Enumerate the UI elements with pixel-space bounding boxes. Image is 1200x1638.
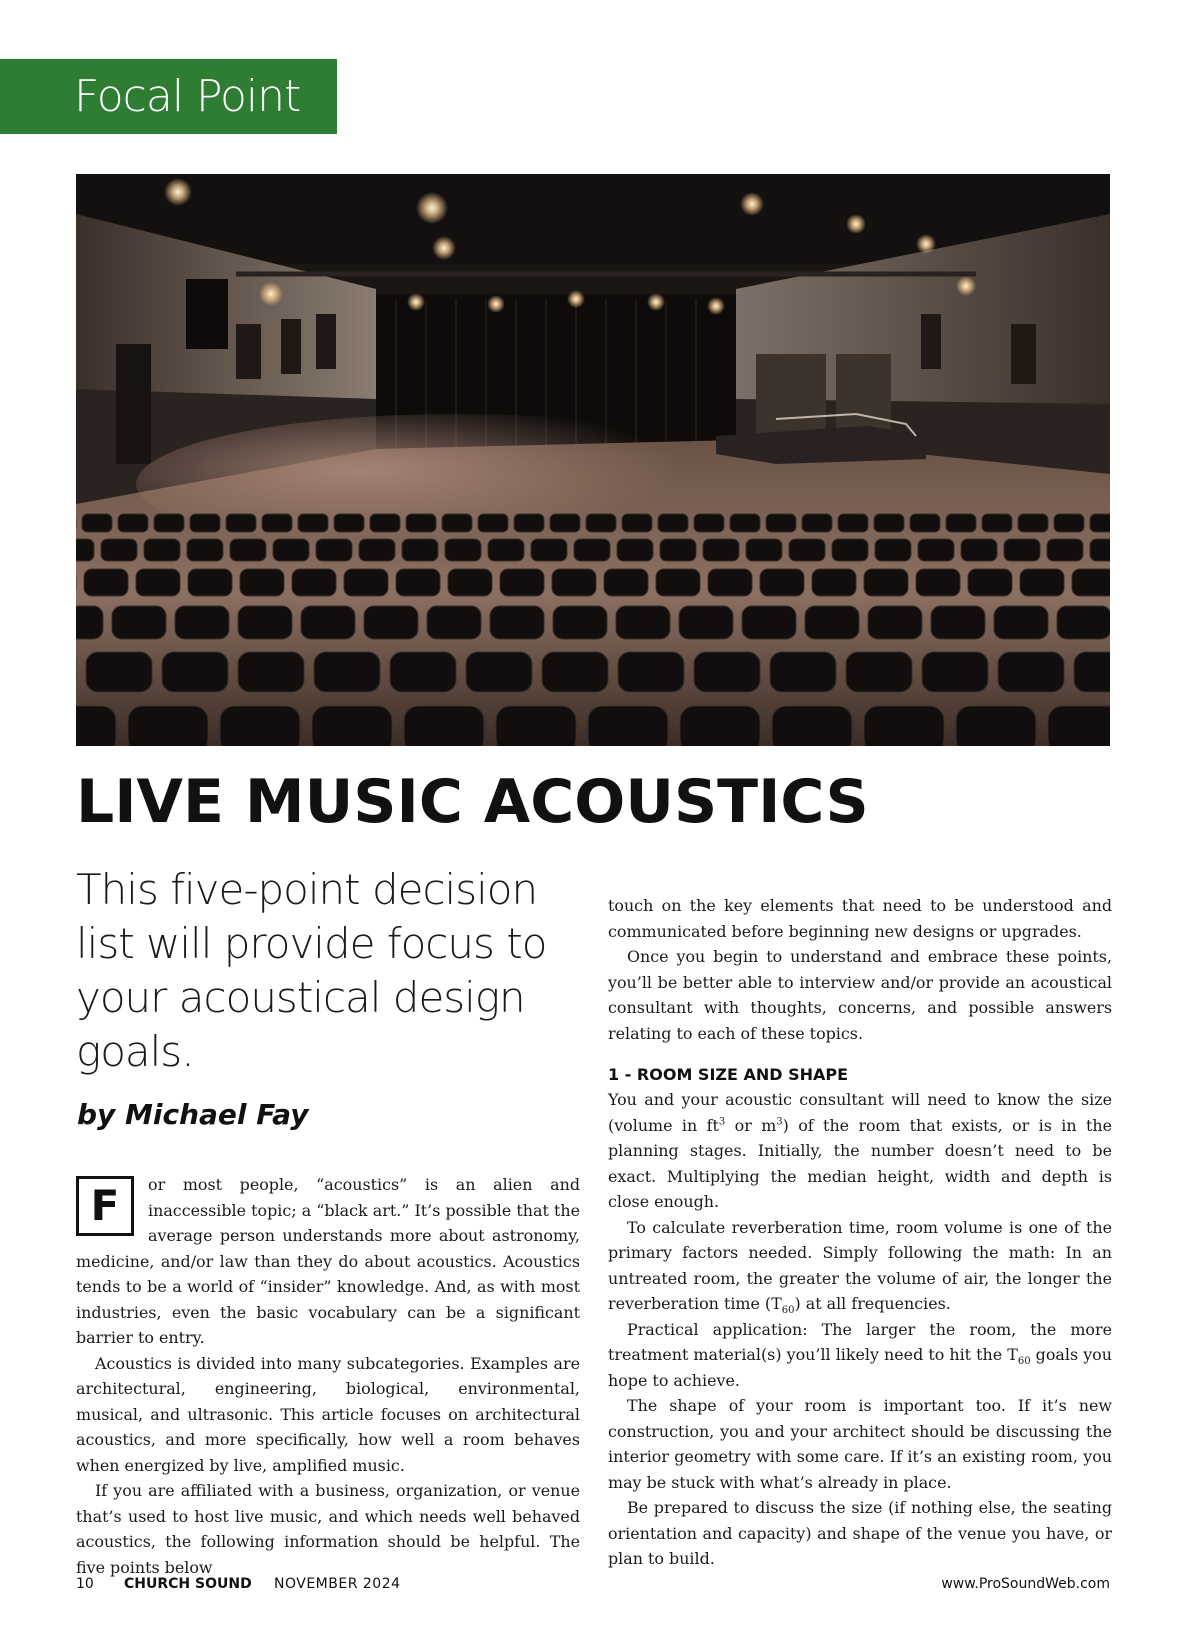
seat-shape [772,706,852,746]
seat-shape [982,514,1012,532]
seat-shape [76,539,94,561]
seat-shape [802,514,832,532]
seat-shape [931,606,985,639]
seat-shape [478,514,508,532]
seat-shape [616,606,670,639]
seat-shape [956,706,1036,746]
seat-shape [832,539,868,561]
seat-shape [542,652,608,692]
section-tab: Focal Point [0,59,337,134]
seat-shape [190,514,220,532]
seat-shape [574,539,610,561]
seat-shape [875,539,911,561]
seat-shape [838,514,868,532]
seat-shape [679,606,733,639]
article-deck: This five-point decision list will provide focus to your acoustical design goals. [76,865,547,1076]
seat-shape [1020,569,1064,596]
seat-shape [864,706,944,746]
seat-shape [273,539,309,561]
seat-shape [101,539,137,561]
seat-shape [406,514,436,532]
article-title: LIVE MUSIC ACOUSTICS [76,767,869,837]
body-paragraph: Once you begin to understand and embrace these points, you’ll be better able to interview and/or provide an acoustical consultant with thoughts, concerns, and possible answers relating to each of these topics. [608,947,1112,1043]
seat-shape [1054,514,1084,532]
seat-shape [552,569,596,596]
body-paragraph: touch on the key elements that need to be understood and communicated before beginning new designs or upgrades. [608,896,1112,941]
body-paragraph [76,1172,580,1351]
seat-shape [588,706,668,746]
seat-shape [746,539,782,561]
seat-shape [770,652,836,692]
seat-shape [910,514,940,532]
seat-shape [968,569,1012,596]
seat-shape [1057,606,1110,639]
seat-shape [812,569,856,596]
seat-shape [694,652,760,692]
seat-shape [314,652,380,692]
seat-shape [500,569,544,596]
body-paragraph: If you are affiliated with a business, organization, or venue that’s used to host live music, and which needs well behaved acoustics, the following information should be helpful. The five points below [76,1481,580,1577]
seat-shape [370,514,400,532]
seat-shape [766,514,796,532]
seat-shape [402,539,438,561]
seat-shape [994,606,1048,639]
seat-shape [760,569,804,596]
seat-shape [660,539,696,561]
seat-shape [188,569,232,596]
seat-shape [658,514,688,532]
seat-shape [226,514,256,532]
section-heading: 1 - ROOM SIZE AND SHAPE [608,1065,849,1084]
issue-date: NOVEMBER 2024 [274,1576,401,1592]
seat-shape [136,569,180,596]
seat-shape [531,539,567,561]
seat-shape [404,706,484,746]
seat-shape [694,514,724,532]
seat-shape [868,606,922,639]
seat-shape [789,539,825,561]
seat-shape [112,606,166,639]
seat-shape [1047,539,1083,561]
seat-shape [922,652,988,692]
body-column-right [608,893,1112,1572]
seat-shape [334,514,364,532]
seat-shape [238,652,304,692]
seat-shape [604,569,648,596]
body-paragraph: To calculate reverberation time, room volume is one of the primary factors needed. Simply following the math: In an untreated room, the greater the volume of air, the longer the reverberation time $(T_{60})$ at all frequencies. [608,1217,1112,1317]
seat-shape [466,652,532,692]
paragraph-text: or most people, “acoustics” is an alien and inaccessible topic; a “black art.” It’s possible that the average person understands more about astronomy, medicine, and/or law than they do about acoustics. Acoustics tends to be a world of “insider” knowledge. And, as with most industries, even the basic vocabulary can be a significant barrier to entry. [76,1175,580,1347]
seat-shape [586,514,616,532]
seat-shape [262,514,292,532]
seat-shape [622,514,652,532]
seat-shape [742,606,796,639]
seat-shape [445,539,481,561]
seat-shape [916,569,960,596]
seat-shape [496,706,576,746]
seat-shape [846,652,912,692]
seat-shape [220,706,300,746]
seat-shape [1072,569,1110,596]
seat-shape [82,514,112,532]
seat-shape [1074,652,1110,692]
seat-shape [730,514,760,532]
seat-shape [946,514,976,532]
body-paragraph: The shape of your room is important too. If it’s new construction, you and your architect should be discussing the interior geometry with some care. If it’s an existing room, you may be stuck with what’s already in place. [608,1396,1112,1492]
body-paragraph: You and your acoustic consultant will need to know the size (volume in $ft^3$ or $m^3$) of the room that exists, or is in the planning stages. Initially, the number doesn’t need to be exact. Multiplying the median height, width and depth is close enough. [608,1090,1112,1211]
seat-shape [118,514,148,532]
seat-shape [918,539,954,561]
seat-shape [187,539,223,561]
seat-shape [316,539,352,561]
seat-shape [442,514,472,532]
seat-shape [230,539,266,561]
seat-shape [301,606,355,639]
seat-shape [656,569,700,596]
seat-shape [427,606,481,639]
seat-shape [154,514,184,532]
page-number: 10 [76,1576,94,1592]
seat-shape [359,539,395,561]
seat-shape [680,706,760,746]
seat-shape [618,652,684,692]
seat-shape [553,606,607,639]
body-paragraph: Practical application: The larger the room, the more treatment material(s) you’ll likely need to hit the $T_{60}$ goals you hope to achieve. [608,1319,1112,1390]
seat-shape [76,706,116,746]
website-link[interactable]: www.ProSoundWeb.com [941,1576,1110,1592]
seat-shape [874,514,904,532]
seat-shape [864,569,908,596]
seat-shape [1048,706,1110,746]
seat-shape [1090,514,1110,532]
seat-shape [448,569,492,596]
seat-shape [364,606,418,639]
seat-shape [144,539,180,561]
seat-shape [490,606,544,639]
seat-shape [344,569,388,596]
seat-shape [128,706,208,746]
body-column-left [76,1172,580,1580]
seat-shape [162,652,228,692]
seat-shape [84,569,128,596]
seat-shape [550,514,580,532]
seat-shape [312,706,392,746]
seat-shape [1004,539,1040,561]
seat-shape [1018,514,1048,532]
seat-shape [703,539,739,561]
seat-shape [998,652,1064,692]
venue-photo [76,174,1110,746]
body-paragraph: Be prepared to discuss the size (if nothing else, the seating orientation and capacity) and shape of the venue you have, or plan to build. [608,1498,1112,1568]
seat-shape [1090,539,1110,561]
seat-shape [708,569,752,596]
seat-shape [961,539,997,561]
article-byline: by Michael Fay [77,1098,309,1131]
seat-shape [805,606,859,639]
seat-shape [175,606,229,639]
publication-name: CHURCH SOUND [124,1576,252,1592]
seat-shape [238,606,292,639]
seat-shape [488,539,524,561]
seat-shape [86,652,152,692]
body-paragraph: Acoustics is divided into many subcategories. Examples are architectural, engineering, biological, environmental, musical, and ultrasonic. This article focuses on architectural acoustics, and more specifically, how well a room behaves when energized by live, amplified music. [76,1353,580,1475]
seat-shape [396,569,440,596]
seat-shape [292,569,336,596]
seat-shape [390,652,456,692]
seat-shape [76,606,103,639]
drop-cap: F [76,1176,134,1236]
seat-shape [514,514,544,532]
seat-shape [617,539,653,561]
seat-shape [298,514,328,532]
seat-shape [240,569,284,596]
